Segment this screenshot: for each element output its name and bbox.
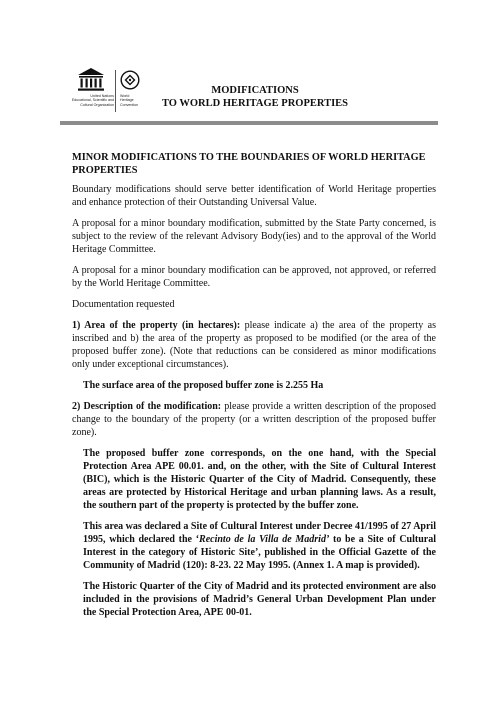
item-description-of-modification: [72, 400, 436, 439]
answer-decree-italic: Recinto de la Villa de Madrid’: [199, 534, 330, 545]
answer-buffer-zone: The proposed buffer zone corresponds, on the one hand, with the Special Protection Area APE 00.01. and, on the other, with the Site of Cultural Interest (BIC), which is the Historic Quarter of the City of Madrid. Consequently, these areas are protected by Historical Heritage and urban planning laws. As a result, the southern part of the property is protected by the buffer zone.: [83, 448, 436, 511]
section-title: MINOR MODIFICATIONS TO THE BOUNDARIES OF WORLD HERITAGE PROPERTIES: [72, 152, 426, 176]
document-body: [72, 152, 436, 619]
answer-decree-post: to be a Site of Cultural Interest in the category of Historic Site’, published in the Official Gazette of the Community of Madrid (120): 8-23. 22 May 1995. (Annex 1. A map is provided).: [83, 534, 436, 571]
item-2-text: please provide a written description of the proposed change to the boundary of the property (or a written description of the proposed buffer zone).: [72, 401, 436, 438]
item-2-label: 2) Description of the modification:: [72, 401, 222, 412]
page-title: [150, 84, 360, 110]
whc-logo-text: World Heritage Convention: [120, 94, 139, 107]
paragraph-proposal-outcome: A proposal for a minor boundary modification can be approved, not approved, or referred by the World Heritage Committee.: [72, 265, 436, 289]
logo-divider: [115, 70, 116, 112]
documentation-heading: Documentation requested: [72, 299, 175, 310]
answer-decree: [83, 520, 436, 572]
title-line-2: TO WORLD HERITAGE PROPERTIES: [161, 98, 349, 109]
paragraph-proposal-review: A proposal for a minor boundary modification, submitted by the State Party concerned, is subject to the review of the relevant Advisory Body(ies) and to the approval of the World Heritage Committee.: [72, 218, 436, 255]
item-area-of-property: [72, 319, 436, 371]
answer-historic-quarter: The Historic Quarter of the City of Madrid and its protected environment are also included in the provisions of Madrid’s General Urban Development Plan under the Special Protection Area, APE 00-01.: [83, 581, 436, 618]
paragraph-boundary-purpose: Boundary modifications should serve better identification of World Heritage properties and enhance protection of their Outstanding Universal Value.: [72, 184, 436, 208]
header-divider: [60, 121, 438, 125]
item-1-answer: The surface area of the proposed buffer zone is 2.255 Ha: [83, 380, 324, 391]
world-heritage-emblem-icon: [120, 70, 140, 90]
item-1-text: please indicate a) the area of the property as inscribed and b) the area of the property as proposed to be modified (or the area of the proposed buffer zone). (Note that reductions can be considered as minor modifications only under exceptional circumstances).: [72, 320, 436, 370]
unesco-temple-icon: [78, 68, 104, 92]
item-1-label: 1) Area of the property (in hectares):: [72, 320, 241, 331]
header-logo: [68, 68, 158, 116]
title-line-1: MODIFICATIONS: [211, 85, 299, 96]
unesco-logo-text: United Nations Educational, Scientific and Cultural Organization: [71, 94, 114, 107]
answer-decree-pre: This area was declared a Site of Cultural Interest under Decree 41/1995 of 27 April 1995, which declared the ‘: [83, 521, 436, 545]
